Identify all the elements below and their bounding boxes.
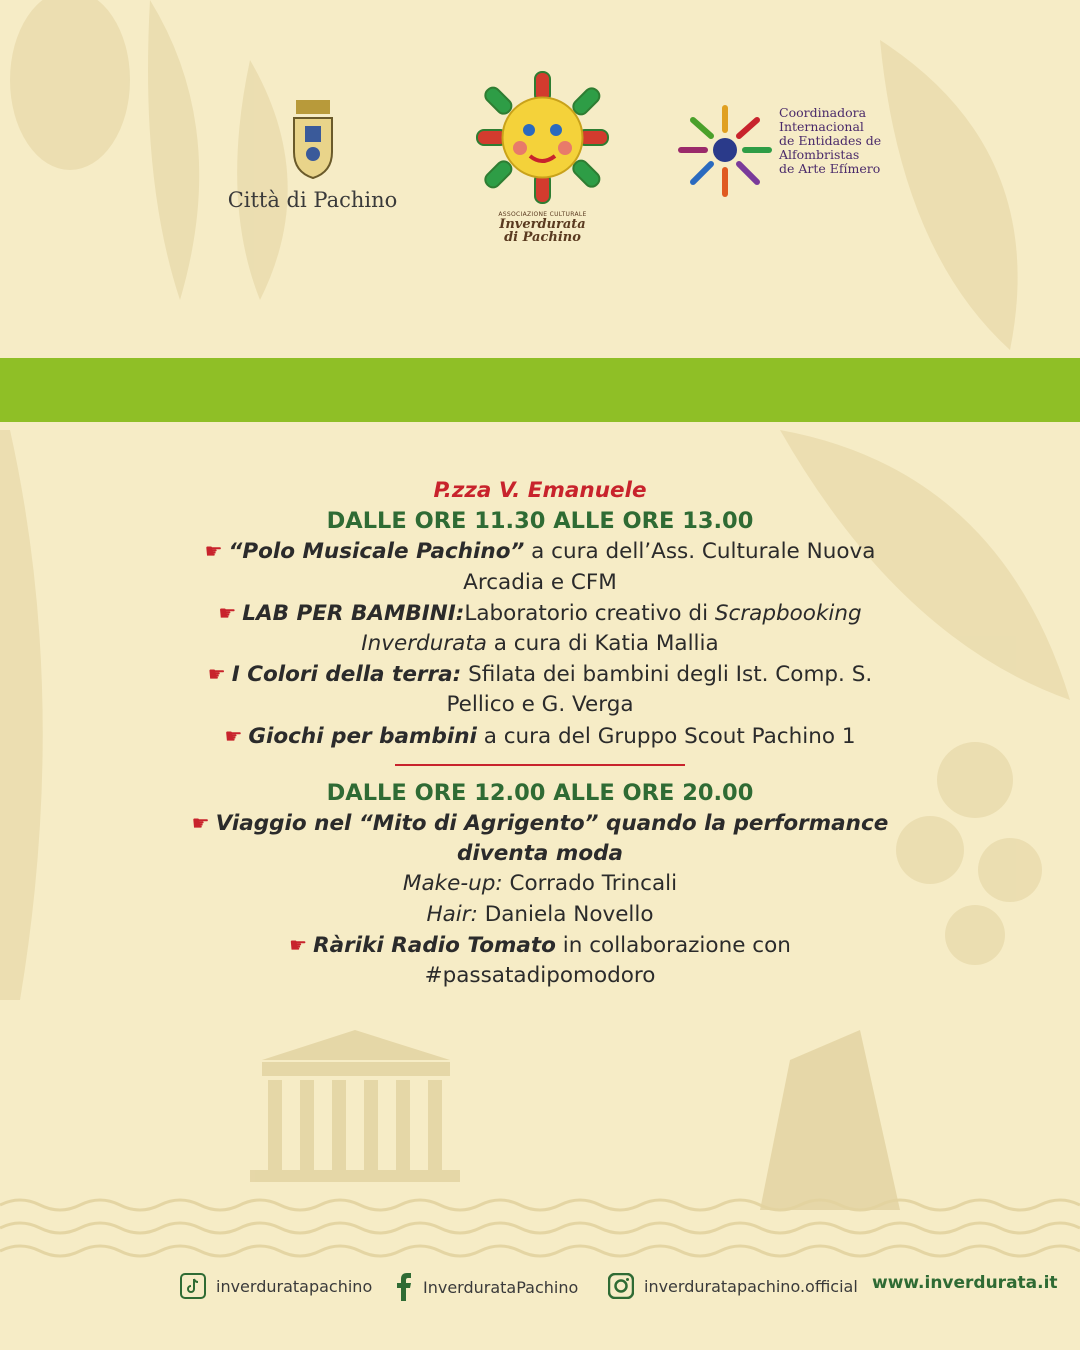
instagram-icon [608, 1273, 634, 1299]
instagram-handle[interactable]: inverdurata​pachino.official [644, 1276, 858, 1296]
pointing-hand-icon: ☛ [218, 600, 237, 625]
alfombristas-emblem-icon [675, 100, 775, 200]
tiktok-handle[interactable]: inverdurata​pachino [216, 1276, 373, 1296]
inverdurata-title-2: di Pachino [504, 230, 581, 245]
tiktok-icon [180, 1273, 206, 1299]
credit-line: Make-up: Corrado Trincali [402, 871, 678, 897]
coordinadora-line-3: de Entidades de [779, 133, 882, 148]
inverdurata-title-1: Inverdurata [499, 217, 586, 232]
pointing-hand-icon: ☛ [204, 539, 223, 564]
logos-row [0, 60, 1080, 260]
facebook-icon [395, 1273, 413, 1301]
coordinadora-line-2: Internacional [779, 119, 864, 134]
pointing-hand-icon: ☛ [224, 723, 243, 748]
section-divider [395, 764, 685, 766]
venue-title: P.zza V. Emanuele [433, 478, 647, 503]
coordinadora-logo [675, 100, 895, 204]
program-item: ☛ LAB PER BAMBINI:Laboratorio creativo di Scrapbooking Inverdurata a cura di Katia Mallia [218, 600, 862, 657]
tiktok-link[interactable] [180, 1273, 372, 1299]
coordinadora-line-4: Alfombristas [779, 147, 860, 162]
citta-di-pachino-name: Città di Pachino [227, 188, 398, 212]
inverdurata-assoc-text: ASSOCIAZIONE CULTURALE [498, 211, 587, 218]
coordinadora-line-1: Coordinadora [779, 105, 867, 120]
social-footer [0, 1265, 1080, 1305]
sun-mosaic-icon [475, 70, 610, 205]
program-item: ☛ I Colori della terra: Sfilata dei bambini degli Ist. Comp. S. Pellico e G. Verga [207, 662, 873, 718]
pointing-hand-icon: ☛ [207, 662, 226, 687]
pointing-hand-icon: ☛ [289, 932, 308, 957]
block2-time: DALLE ORE 12.00 ALLE ORE 20.00 [326, 779, 754, 806]
block1-time: DALLE ORE 11.30 ALLE ORE 13.00 [326, 508, 754, 535]
program-item: ☛ Giochi per bambini a cura del Gruppo Scout Pachino 1 [224, 723, 856, 749]
instagram-link[interactable] [608, 1273, 858, 1299]
coat-of-arms-icon [288, 100, 338, 180]
program-item: ☛ Viaggio nel “Mito di Agrigento” quando la performance diventa moda [191, 811, 889, 867]
inverdurata-logo [470, 70, 615, 244]
pointing-hand-icon: ☛ [191, 811, 210, 836]
program-content [180, 476, 900, 991]
credit-line: Hair: Daniela Novello [426, 901, 654, 927]
green-band [0, 358, 1080, 422]
coordinadora-text [779, 106, 881, 176]
citta-di-pachino-logo [225, 100, 400, 212]
website-link[interactable]: www.inverdurata.it [872, 1273, 1058, 1293]
coordinadora-line-5: de Arte Efímero [779, 161, 881, 176]
facebook-handle[interactable]: InverdurataPachino [423, 1277, 579, 1297]
program-item: ☛ Ràriki Radio Tomato in collaborazione con #passatadipomodoro [289, 932, 791, 989]
program-item: ☛ “Polo Musicale Pachino” a cura dell’Ass. Culturale Nuova Arcadia e CFM [204, 539, 876, 595]
facebook-link[interactable] [395, 1273, 578, 1301]
